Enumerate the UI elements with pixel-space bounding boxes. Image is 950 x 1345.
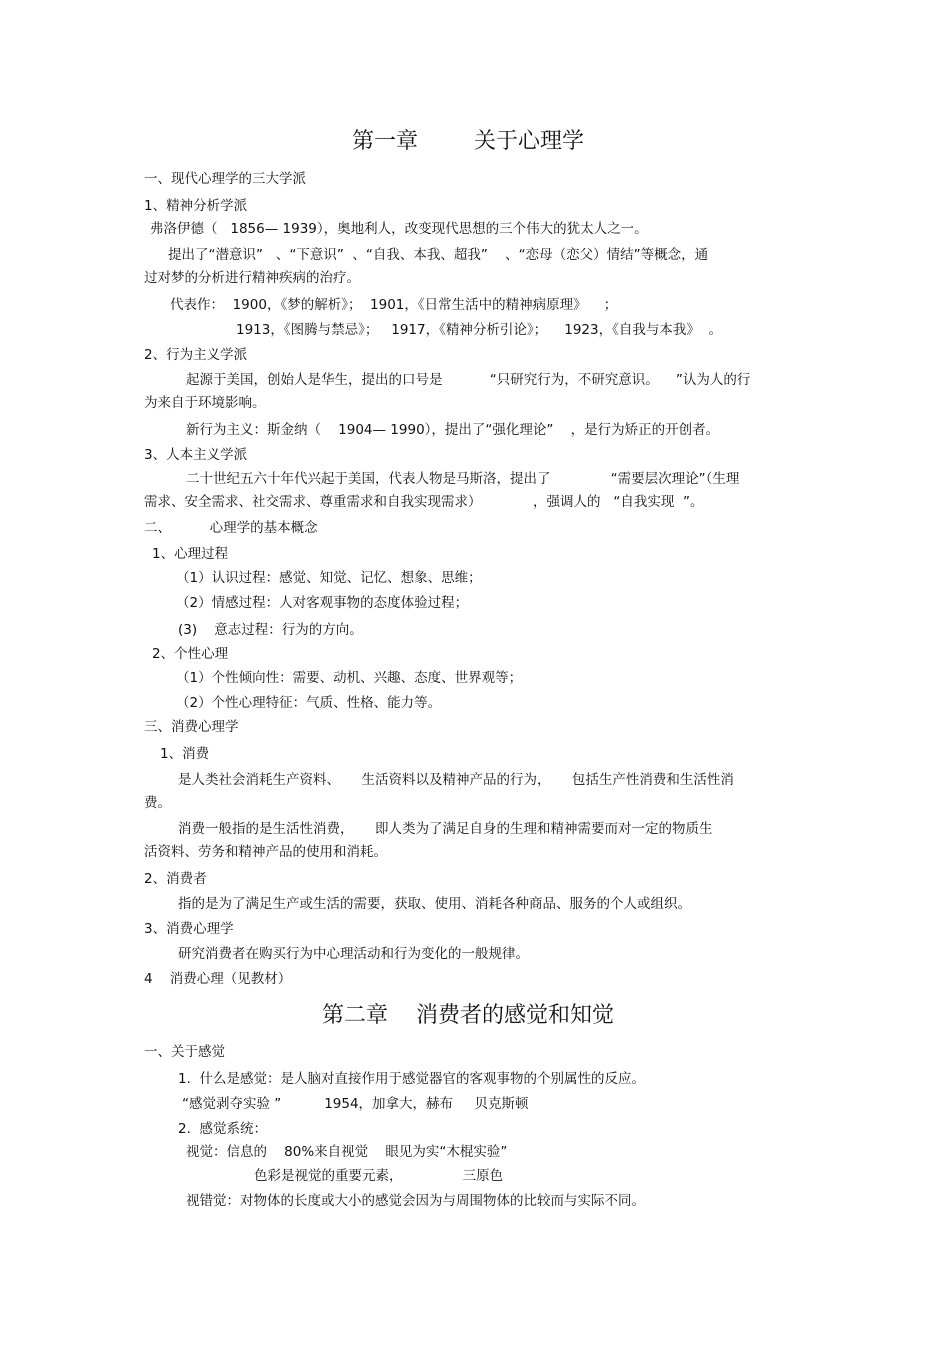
- paragraph-line: 二十世纪五六十年代兴起于美国，代表人物是马斯洛，提出了 “需要层次理论”（生理: [186, 471, 740, 487]
- subsection-heading: 1、消费: [160, 746, 210, 762]
- chapter-1-title: 第一章 关于心理学: [352, 129, 584, 154]
- paragraph-line: 活资料、劳务和精神产品的使用和消耗。: [144, 844, 387, 860]
- subsection-heading: 3、人本主义学派: [144, 447, 248, 463]
- list-item: （2）个性心理特征：气质、性格、能力等。: [176, 695, 442, 711]
- subsection-heading: 1、心理过程: [152, 546, 229, 562]
- paragraph-line: 为来自于环境影响。: [144, 395, 266, 411]
- subsection-heading: 2、行为主义学派: [144, 347, 248, 363]
- subsection-heading: 2、个性心理: [152, 646, 229, 662]
- list-item: （1）个性倾向性：需要、动机、兴趣、态度、世界观等；: [176, 670, 523, 686]
- paragraph-line: 视错觉：对物体的长度或大小的感觉会因为与周围物体的比较而与实际不同。: [186, 1193, 645, 1209]
- list-item: (3) 意志过程：行为的方向。: [178, 622, 363, 638]
- paragraph-line: “感觉剥夺实验 ” 1954，加拿大，赫布 贝克斯顿: [182, 1096, 529, 1112]
- paragraph-line: 视觉：信息的 80%来自视觉 眼见为实“木棍实验”: [186, 1144, 508, 1160]
- list-item: 1. 什么是感觉：是人脑对直接作用于感觉器官的客观事物的个别属性的反应。: [178, 1071, 645, 1087]
- list-item: （2）情感过程：人对客观事物的态度体验过程；: [176, 595, 469, 611]
- paragraph-line: 研究消费者在购买行为中心理活动和行为变化的一般规律。: [178, 946, 529, 962]
- chapter-2-title: 第二章 消费者的感觉和知觉: [322, 1003, 614, 1028]
- section-heading: 三、消费心理学: [144, 719, 239, 735]
- paragraph-line: 色彩是视觉的重要元素， 三原色: [254, 1168, 504, 1184]
- paragraph-line: 消费一般指的是生活性消费， 即人类为了满足自身的生理和精神需要而对一定的物质生: [178, 821, 713, 837]
- paragraph-line: 是人类社会消耗生产资料、 生活资料以及精神产品的行为， 包括生产性消费和生活性消: [178, 772, 734, 788]
- section-heading: 一、现代心理学的三大学派: [144, 171, 306, 187]
- section-heading: 一、关于感觉: [144, 1044, 225, 1060]
- paragraph-line: 新行为主义：斯金纳（ 1904— 1990），提出了“强化理论” ，是行为矫正的开创者。: [186, 422, 720, 438]
- paragraph-line: 费。: [144, 795, 171, 811]
- paragraph-line: 1913，《图腾与禁忌》； 1917，《精神分析引论》； 1923，《自我与本我》 。: [236, 322, 722, 338]
- paragraph-line: 弗洛伊德（ 1856— 1939），奥地利人，改变现代思想的三个伟大的犹太人之一。: [150, 221, 648, 237]
- list-item: 2. 感觉系统：: [178, 1121, 267, 1137]
- subsection-heading: 4 消费心理（见教材）: [144, 971, 292, 987]
- paragraph-line: 代表作： 1900，《梦的解析》； 1901，《日常生活中的精神病原理》 ；: [170, 297, 618, 313]
- paragraph-line: 需求、安全需求、社交需求、尊重需求和自我实现需求） ，强调人的 “自我实现 ”。: [144, 494, 704, 510]
- subsection-heading: 2、消费者: [144, 871, 207, 887]
- subsection-heading: 3、消费心理学: [144, 921, 234, 937]
- paragraph-line: 过对梦的分析进行精神疾病的治疗。: [144, 270, 360, 286]
- list-item: （1）认识过程：感觉、知觉、记忆、想象、思维；: [176, 570, 482, 586]
- paragraph-line: 指的是为了满足生产或生活的需要，获取、使用、消耗各种商品、服务的个人或组织。: [178, 896, 691, 912]
- section-heading: 二、 心理学的基本概念: [144, 520, 318, 536]
- subsection-heading: 1、精神分析学派: [144, 198, 248, 214]
- paragraph-line: 起源于美国，创始人是华生，提出的口号是 “只研究行为，不研究意识。 ”认为人的行: [186, 372, 751, 388]
- paragraph-line: 提出了“潜意识” 、“下意识” 、“自我、本我、超我” 、“恋母（恋父）情结”等概念，通: [168, 247, 709, 263]
